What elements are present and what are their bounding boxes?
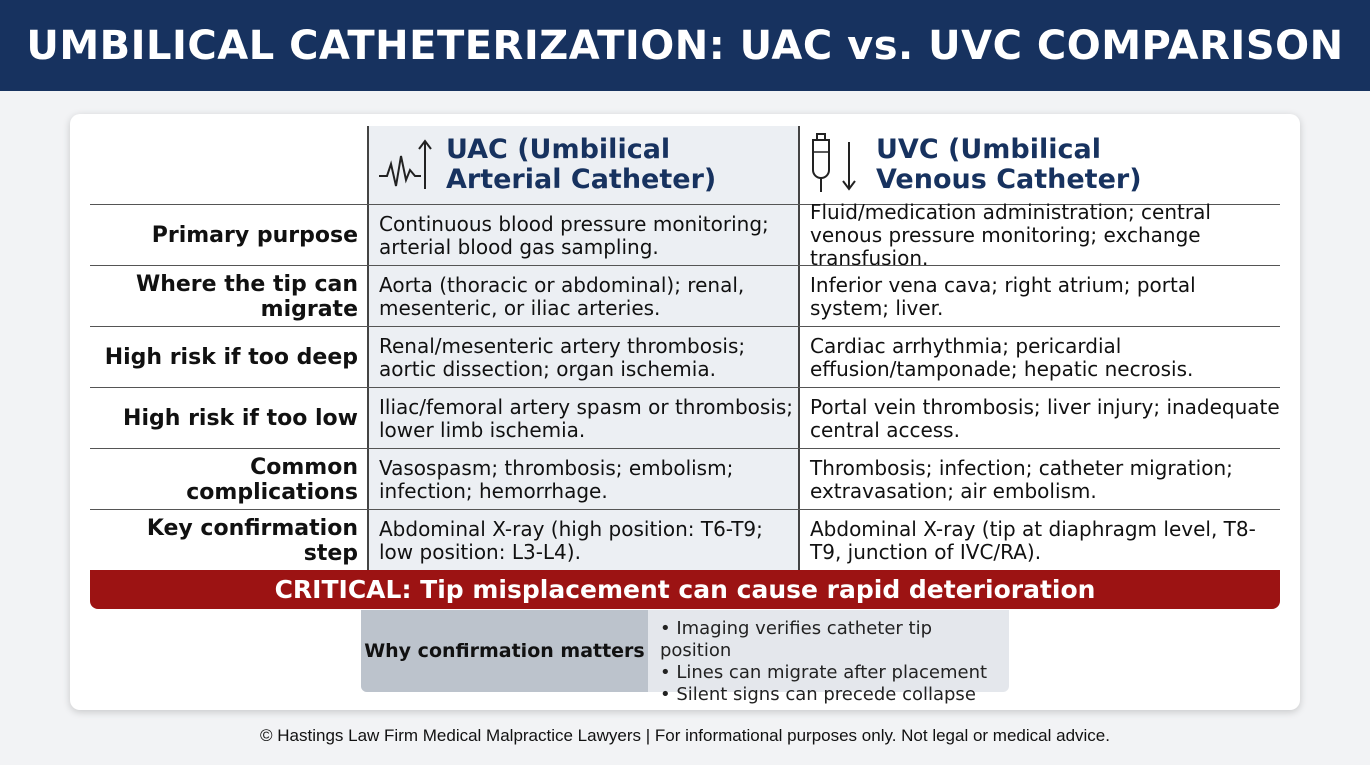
uac-column-header <box>376 126 796 204</box>
table-row <box>90 200 1280 270</box>
uvc-cell: Cardiac arrhythmia; pericardial effusion/tamponade; hepatic necrosis. <box>810 333 1194 381</box>
uac-title <box>446 135 716 195</box>
uvc-cell: Inferior vena cava; right atrium; portal system; liver. <box>810 272 1196 320</box>
table-row <box>90 387 1280 449</box>
row-label: Where the tip can migrate <box>135 271 358 322</box>
uvc-title-line2: Venous Catheter) <box>876 164 1142 195</box>
comparison-card <box>70 114 1300 710</box>
table-row <box>90 509 1280 571</box>
row-label: High risk if too low <box>123 406 358 431</box>
row-label: High risk if too deep <box>104 345 358 370</box>
list-item: • Lines can migrate after placement <box>660 662 1009 684</box>
uac-cell: Abdominal X-ray (high position: T6-T9; low position: L3-L4). <box>379 516 763 564</box>
uvc-cell: Abdominal X-ray (tip at diaphragm level, T8-T9, junction of IVC/RA). <box>810 516 1256 564</box>
uac-title-line1: UAC (Umbilical <box>446 134 671 165</box>
footer-disclaimer: © Hastings Law Firm Medical Malpractice Lawyers | For informational purposes only. Not legal or medical advice. <box>260 726 1110 745</box>
why-confirmation-list <box>648 610 1009 705</box>
uvc-cell: Portal vein thrombosis; liver injury; inadequate central access. <box>810 394 1280 442</box>
arterial-waveform-arrow-up-icon <box>376 130 436 200</box>
critical-warning-banner: CRITICAL: Tip misplacement can cause rapid deterioration <box>90 570 1280 609</box>
table-row <box>90 448 1280 510</box>
table-header-row <box>90 126 1280 204</box>
why-confirmation-box <box>361 610 1009 705</box>
uvc-title <box>876 135 1142 195</box>
table-row <box>90 326 1280 388</box>
list-item: • Silent signs can precede collapse <box>660 684 1009 706</box>
uac-cell: Vasospasm; thrombosis; embolism; infection; hemorrhage. <box>379 455 734 503</box>
row-label: Key confirmation step <box>146 515 358 566</box>
list-item: • Imaging verifies catheter tip position <box>660 618 1009 662</box>
header-bar <box>0 0 1370 91</box>
iv-bag-arrow-down-icon <box>806 130 866 200</box>
uac-cell: Continuous blood pressure monitoring; arterial blood gas sampling. <box>379 211 769 259</box>
table-row <box>90 265 1280 327</box>
uac-cell: Aorta (thoracic or abdominal); renal, mesenteric, or iliac arteries. <box>379 272 745 320</box>
row-label: Common complications <box>186 454 358 505</box>
uac-title-line2: Arterial Catheter) <box>446 164 717 195</box>
uac-cell: Renal/mesenteric artery thrombosis; aortic dissection; organ ischemia. <box>379 333 746 381</box>
row-label: Primary purpose <box>151 223 358 248</box>
uvc-column-header <box>806 126 1276 204</box>
uac-cell: Iliac/femoral artery spasm or thrombosis; lower limb ischemia. <box>379 394 794 442</box>
uvc-title-line1: UVC (Umbilical <box>876 134 1102 165</box>
uvc-cell: Thrombosis; infection; catheter migration; extravasation; air embolism. <box>810 455 1233 503</box>
why-confirmation-label: Why confirmation matters <box>361 610 648 692</box>
page-title: UMBILICAL CATHETERIZATION: UAC vs. UVC COMPARISON <box>26 22 1344 69</box>
uvc-cell: Fluid/medication administration; central venous pressure monitoring; exchange transfusion. <box>810 200 1211 270</box>
